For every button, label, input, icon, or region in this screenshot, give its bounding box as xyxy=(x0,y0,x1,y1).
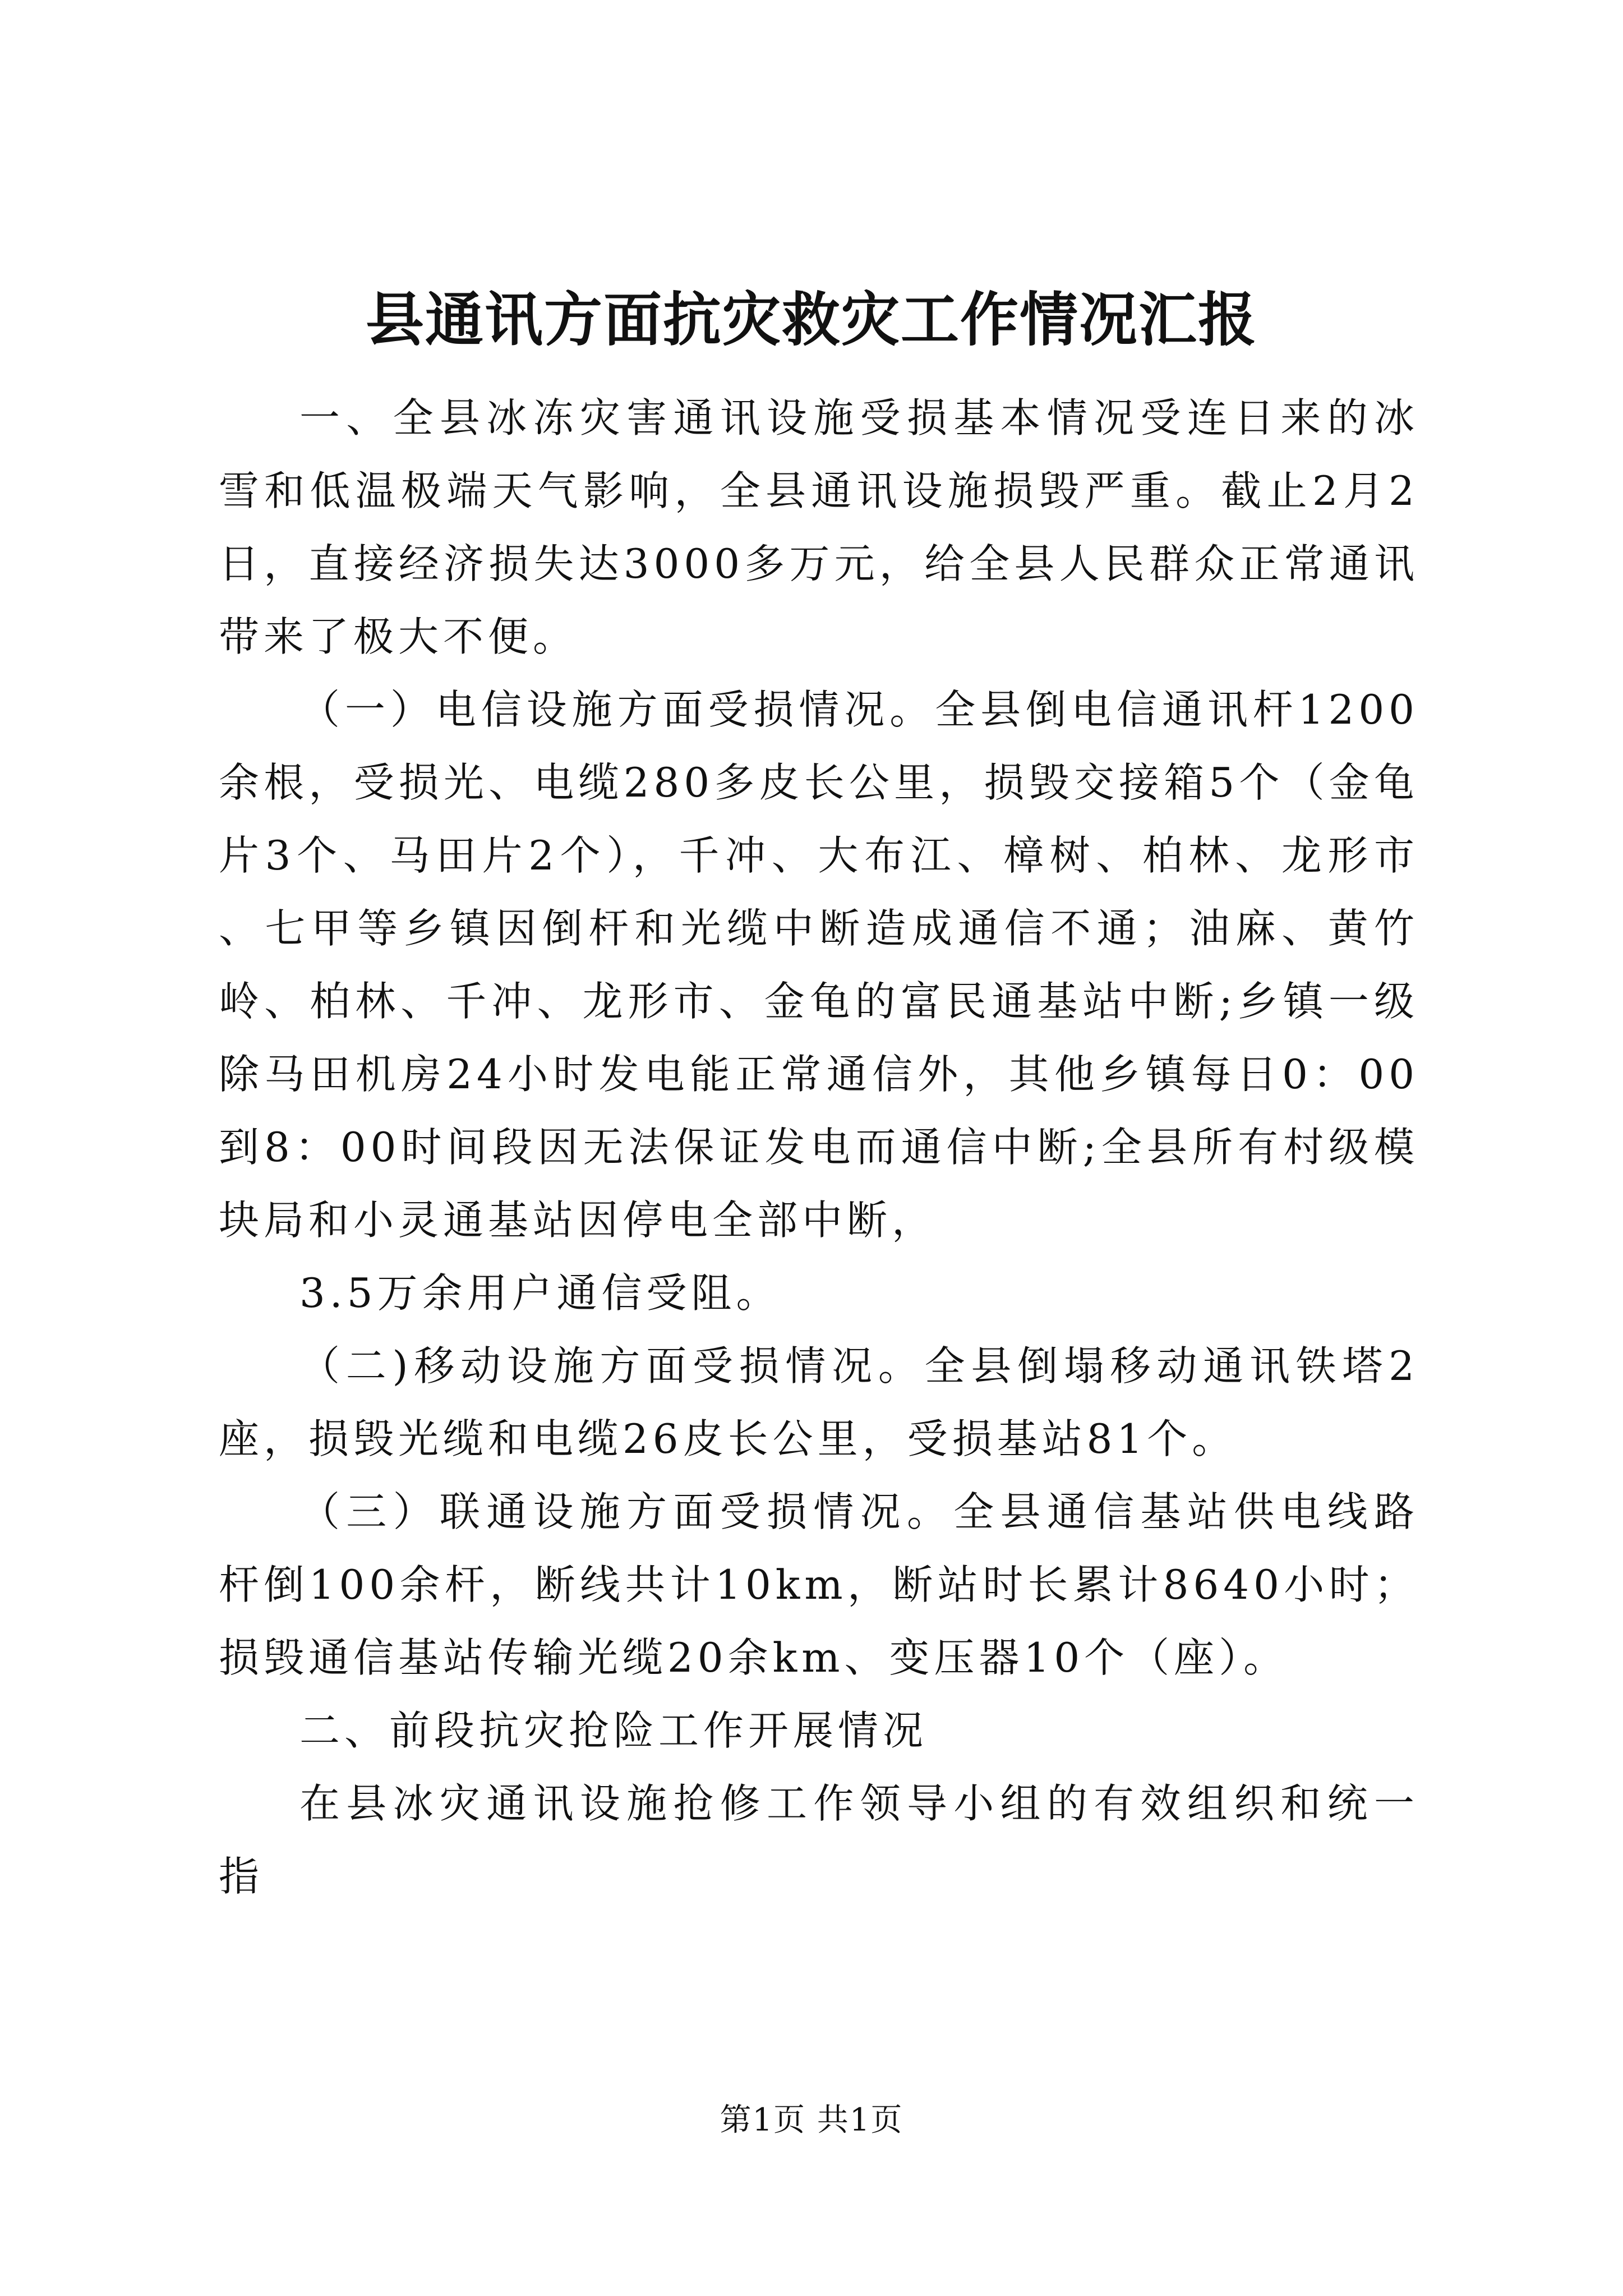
paragraph-section-one-overview: 一、全县冰冻灾害通讯设施受损基本情况受连日来的冰雪和低温极端天气影响，全县通讯设施损毁严重。截止2月2日，直接经济损失达3000多万元，给全县人民群众正常通讯带来了极大不便。 xyxy=(219,394,1419,660)
paragraph-section-two-text: 在县冰灾通讯设施抢修工作领导小组的有效组织和统一指 xyxy=(219,1780,1419,1900)
paragraph-mobile-damage: （二)移动设施方面受损情况。全县倒塌移动通讯铁塔2座，损毁光缆和电缆26皮长公里，受损基站81个。 xyxy=(219,1342,1419,1462)
document-title: 县通讯方面抗灾救灾工作情况汇报 xyxy=(365,285,1257,354)
paragraph-affected-users: 3.5万余用户通信受阻。 xyxy=(299,1269,781,1317)
document-body xyxy=(219,381,1419,1913)
paragraph-telecom-damage: （一）电信设施方面受损情况。全县倒电信通讯杆1200余根，受损光、电缆280多皮长公里，损毁交接箱5个（金龟片3个、马田片2个），千冲、大布江、樟树、柏林、龙形市、七甲等乡镇因倒杆和光缆中断造成通信不通；油麻、黄竹岭、柏林、千冲、龙形市、金龟的富民通基站中断;乡镇一级除马田机房24小时发电能正常通信外，其他乡镇每日0：00到8：00时间段因无法保证发电而通信中断;全县所有村级模块局和小灵通基站因停电全部中断， xyxy=(219,686,1419,1244)
paragraph-unicom-damage: （三）联通设施方面受损情况。全县通信基站供电线路杆倒100余杆，断线共计10km，断站时长累计8640小时；损毁通信基站传输光缆20余km、变压器10个（座）。 xyxy=(219,1488,1419,1681)
page-footer: 第1页 共1页 xyxy=(720,2102,903,2138)
paragraph-section-two-heading: 二、前段抗灾抢险工作开展情况 xyxy=(299,1707,928,1754)
